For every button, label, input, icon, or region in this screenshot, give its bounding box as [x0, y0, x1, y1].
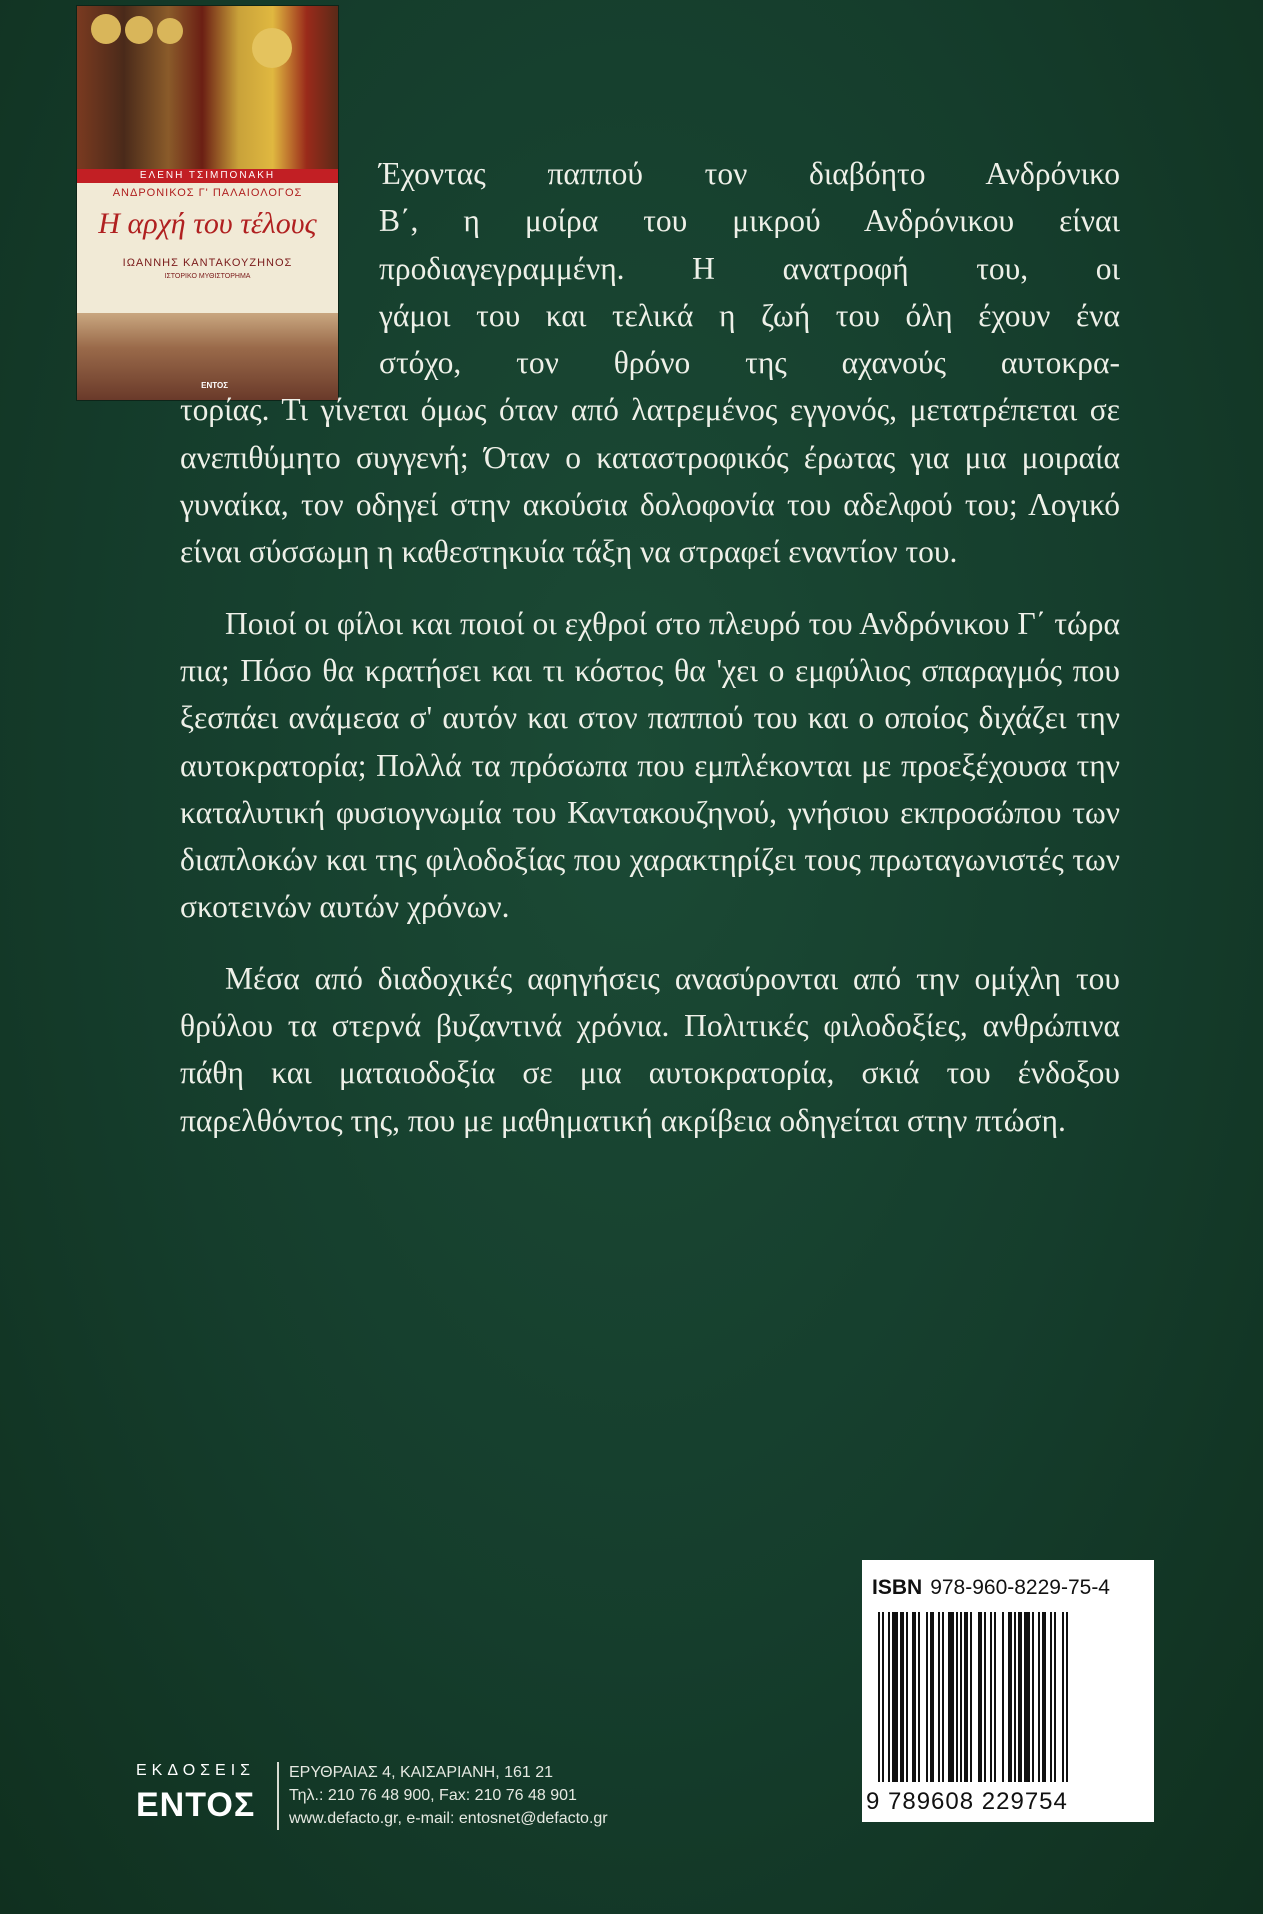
cover-subject-bottom: ΙΩΑΝΝΗΣ ΚΑΝΤΑΚΟΥΖΗΝΟΣ: [122, 257, 293, 269]
blurb-paragraph-2: Ποιοί οι φίλοι και ποιοί οι εχθροί στο πλευρό του Ανδρόνικου Γ΄ τώρα πια; Πόσο θα κρατήσει και τι κόστος θα 'χει ο εμφύλιος σπαραγμός που ξεσπάει ανάμεσα σ' αυτόν και στον παππού του και ο οποίος διχάζει την αυτοκρατορία; Πολλά τα πρόσωπα που εμπλέκονται με προεξέχουσα την καταλυτική φυσιογνωμία του Καντακουζηνού, γνήσιου εκπροσώπου των διαπλοκών και της φιλοδοξίας που χαρακτηρίζει τους πρωταγωνιστές των σκοτεινών αυτών χρόνων.: [180, 605, 1120, 925]
blurb-line: γάμοι του και τελικά η ζωή του όλη έχουν ένα: [379, 297, 1120, 333]
blurb-paragraph-1: [180, 150, 1120, 576]
cover-publisher: ΕΝΤΟΣ: [201, 381, 228, 390]
barcode-digits: 9 789608 229754: [866, 1788, 1068, 1815]
publisher-divider: [277, 1762, 279, 1830]
publisher-address: ΕΡΥΘΡΑΙΑΣ 4, ΚΑΙΣΑΡΙΑΝΗ, 161 21: [289, 1764, 554, 1781]
publisher-web: www.defacto.gr, e-mail: entosnet@defacto.gr: [289, 1810, 608, 1827]
publisher-label: ΕΚΔΟΣΕΙΣ: [136, 1762, 256, 1779]
isbn-line: [872, 1576, 1110, 1600]
cover-author: ΕΛΕΝΗ ΤΣΙΜΠΟΝΑΚΗ: [139, 170, 276, 181]
blurb-paragraph-1-rest: τορίας. Τι γίνεται όμως όταν από λατρεμένος εγγονός, μετατρέπεται σε ανεπιθύμητο συγγενή; Όταν ο καταστροφικός έρωτας για μια μοιραία γυναίκα, τον οδηγεί στην ακούσια δολοφονία του αδελφού του; Λογικό είναι σύσσωμη η καθεστηκυία τάξη να στραφεί εναντίον του.: [180, 392, 1120, 570]
isbn-label: ISBN: [872, 1576, 923, 1599]
blurb-line: Έχοντας παππού τον διαβόητο Ανδρόνικο: [379, 156, 1120, 191]
blurb-text: [180, 150, 1120, 1144]
cover-title: Η αρχή του τέλους: [98, 207, 317, 240]
blurb-paragraph-3: Μέσα από διαδοχικές αφηγήσεις ανασύρονται από την ομίχλη του θρύλου τα στερνά βυζαντινά χρόνια. Πολιτικές φιλοδοξίες, ανθρώπινα πάθη και ματαιοδοξία σε μια αυτοκρατορία, σκιά του ένδοξου παρελθόντος της, που με μαθηματική ακρίβεια οδηγείται στην πτώση.: [180, 960, 1120, 1138]
isbn-barcode: [862, 1560, 1154, 1822]
publisher-name: ΕΝΤΟΣ: [136, 1786, 256, 1824]
blurb-line: στόχο, τον θρόνο της αχανούς αυτοκρα-: [379, 345, 1120, 381]
cover-subject-top: ΑΝΔΡΟΝΙΚΟΣ Γ' ΠΑΛΑΙΟΛΟΓΟΣ: [112, 187, 303, 199]
publisher-address-block: [289, 1761, 608, 1830]
blurb-line: προδιαγεγραμμένη. Η ανατροφή του, οι: [379, 250, 1120, 286]
cover-genre: ΙΣΤΟΡΙΚΟ ΜΥΘΙΣΤΟΡΗΜΑ: [164, 273, 251, 280]
blurb-line: Β΄, η μοίρα του μικρού Ανδρόνικου είναι: [379, 203, 1120, 239]
cover-icon-painting: [77, 6, 338, 169]
isbn-number: 978-960-8229-75-4: [930, 1576, 1110, 1599]
barcode-icon: [876, 1612, 1142, 1782]
publisher-phone: Τηλ.: 210 76 48 900, Fax: 210 76 48 901: [289, 1787, 577, 1804]
publisher-logo: [136, 1762, 255, 1825]
